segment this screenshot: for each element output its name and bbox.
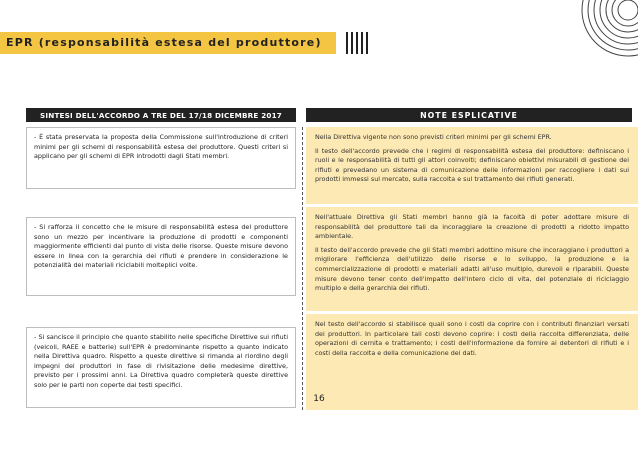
summary-box-1 bbox=[26, 127, 296, 189]
decorative-circles bbox=[578, 0, 638, 60]
left-column-header: SINTESI DELL'ACCORDO A TRE DEL 17/18 DICEMBRE 2017 bbox=[26, 108, 296, 122]
note-text-3a: Nel testo dell'accordo si stabilisce quali sono i costi da coprire con i contributi finanziari versati dei produttori. In particolare tali costi devono coprire: i costi della raccolta differenziata, delle operazioni di cernita e trattamento; i costi dell'informazione da fornire ai detentori di rifiuti e i costi della raccolta e della comunicazione dei dati. bbox=[315, 320, 629, 357]
note-box-1 bbox=[306, 127, 638, 204]
note-text-2b: Il testo dell'accordo prevede che gli Stati membri adottino misure che incoraggiano i produttori a migliorare l'efficienza dell'utilizzo delle risorse e lo sviluppo, la produzione e la commercializzazione di prodotti e materiali adatti all'uso multiplo, durevoli e riparabili. Queste misure devono tener conto dell'impatto dell'intero ciclo di vita, del potenziale di riciclaggio multiplo e della gerarchia dei rifiuti. bbox=[315, 245, 629, 293]
page-number: 16 bbox=[313, 394, 325, 404]
right-column-header: NOTE ESPLICATIVE bbox=[306, 108, 632, 122]
summary-text-1: - È stata preservata la proposta della Commissione sull'introduzione di criteri minimi per gli schemi di responsabilità estesa del produttore. Questi criteri si applicano per gli schemi di EPR introdotti dagli Stati membri. bbox=[34, 133, 288, 161]
title-stripes bbox=[346, 32, 368, 54]
summary-text-3: - Si sancisce il principio che quanto stabilito nelle specifiche Direttive sui rifiuti (veicoli, RAEE e batterie) sull'EPR è predominante rispetto a quanto indicato nella Direttiva quadro. Rispetto a queste direttive si rimanda al riordino degli impegni dei produttori in fase di rivisitazione delle medesime direttive, previsto per i prossimi anni. La Direttiva quadro completerà queste direttive solo per le parti non coperte dai testi specifici. bbox=[34, 333, 288, 389]
page-title-main: EPR bbox=[6, 36, 34, 49]
note-box-2 bbox=[306, 207, 638, 311]
page-title bbox=[6, 36, 322, 49]
note-text-2a: Nell'attuale Direttiva gli Stati membri hanno già la facoltà di poter adottare misure di responsabilità del produttore tali da incoraggiare la creazione di prodotti a ridotto impatto ambientale. bbox=[315, 213, 629, 241]
summary-box-2 bbox=[26, 217, 296, 296]
summary-text-2: - Si rafforza il concetto che le misure di responsabilità estesa del produttore sono un mezzo per incentivare la produzione di prodotti e componenti maggiormente efficienti dal punto di vista delle risorse. Queste misure devono essere in linea con la gerarchia dei rifiuti e prendere in considerazione le potenzialità dei materiali riciclabili molteplici volte. bbox=[34, 223, 288, 270]
note-text-1a: Nella Direttiva vigente non sono previsti criteri minimi per gli schemi EPR. bbox=[315, 133, 552, 141]
column-divider bbox=[302, 127, 303, 410]
note-text-1b: Il testo dell'accordo prevede che i regimi di responsabilità estesa del produttore: definiscano i ruoli e le responsabilità di tutti gli attori coinvolti; definiscano obiettivi misurabili di gestione dei rifiuti e prevedano un sistema di comunicazione delle informazioni per raccogliere i dati sui prodotti immessi sul mercato, sulla raccolta e sul trattamento dei rifiuti generati. bbox=[315, 146, 629, 184]
page-title-subtitle: (responsabilità estesa del produttore) bbox=[38, 36, 322, 49]
